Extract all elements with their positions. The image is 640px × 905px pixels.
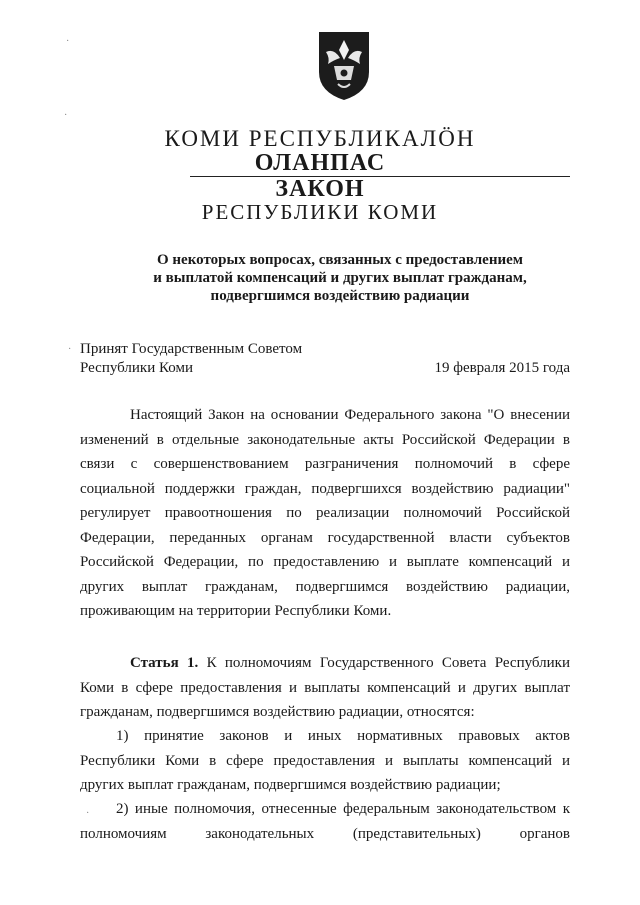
article-1-line: гражданам, подвергшимся воздействию радиации, относятся: bbox=[80, 704, 475, 720]
article-1-label: Статья 1. bbox=[130, 655, 199, 671]
adoption-line: Принят Государственным Советом bbox=[80, 341, 303, 357]
article-1-item-1 bbox=[80, 724, 570, 798]
article-1-item-2 bbox=[80, 797, 570, 846]
law-title-line: и выплатой компенсаций и других выплат гражданам, bbox=[153, 270, 527, 286]
preamble-line: изменений в отдельные законодательные акты Российской Федерации в bbox=[80, 431, 570, 448]
scan-speck: · bbox=[66, 36, 70, 47]
preamble-line: связи с совершенствованием разграничения полномочий в сфере bbox=[80, 456, 570, 472]
article-1-line: Коми в сфере предоставления и выплаты компенсаций и других выплат bbox=[80, 679, 570, 696]
item-1-line: Республики Коми в сфере предоставления и выплаты компенсаций и bbox=[80, 752, 570, 769]
item-2-line: 2) иные полномочия, отнесенные федеральным законодательством к bbox=[116, 801, 570, 817]
coat-of-arms-emblem bbox=[316, 30, 372, 102]
preamble-line: регулирует правоотношения по реализации полномочий Российской bbox=[80, 505, 570, 521]
preamble-line: проживающим на территории Республики Коми. bbox=[80, 603, 392, 619]
preamble-line: других выплат гражданам, подвергшимся воздействию радиации, bbox=[80, 578, 570, 595]
adoption-note bbox=[80, 340, 302, 378]
adoption-date: 19 февраля 2015 года bbox=[434, 360, 570, 376]
preamble-line: Российской Федерации, по предоставлению и выплате компенсаций и bbox=[80, 554, 570, 570]
preamble-line: Настоящий Закон на основании Федерального закона "О внесении bbox=[130, 407, 570, 423]
law-title bbox=[60, 251, 620, 305]
scan-speck: · bbox=[68, 344, 72, 355]
adoption-line: Республики Коми bbox=[80, 360, 193, 376]
preamble-paragraph bbox=[80, 403, 570, 624]
item-1-line: 1) принятие законов и иных нормативных правовых актов bbox=[116, 728, 570, 744]
item-1-line: других выплат гражданам, подвергшимся воздействию радиации; bbox=[80, 777, 501, 793]
article-1-text: К полномочиям Государственного Совета Республики bbox=[198, 655, 570, 671]
header-zakon: ЗАКОН bbox=[275, 176, 365, 202]
article-1 bbox=[80, 651, 570, 725]
preamble-line: Федерации, переданных органам государственной власти субъектов bbox=[80, 529, 570, 546]
scan-speck: · bbox=[64, 110, 68, 121]
header-republic-name: РЕСПУБЛИКИ КОМИ bbox=[201, 200, 439, 224]
header-olanpas: ОЛАНПАС bbox=[254, 150, 386, 176]
law-title-line: О некоторых вопросах, связанных с предоставлением bbox=[157, 252, 523, 268]
item-2-line: полномочиям законодательных (представительных) органов bbox=[80, 825, 570, 842]
scan-speck: · bbox=[86, 808, 90, 819]
article-1-first-line bbox=[80, 651, 570, 676]
preamble-line: социальной поддержки граждан, подвергшихся воздействию радиации" bbox=[80, 480, 570, 497]
law-title-line: подвергшимся воздействию радиации bbox=[210, 288, 470, 304]
header-komi-republic: КОМИ РЕСПУБЛИКАЛÖН bbox=[164, 126, 476, 151]
